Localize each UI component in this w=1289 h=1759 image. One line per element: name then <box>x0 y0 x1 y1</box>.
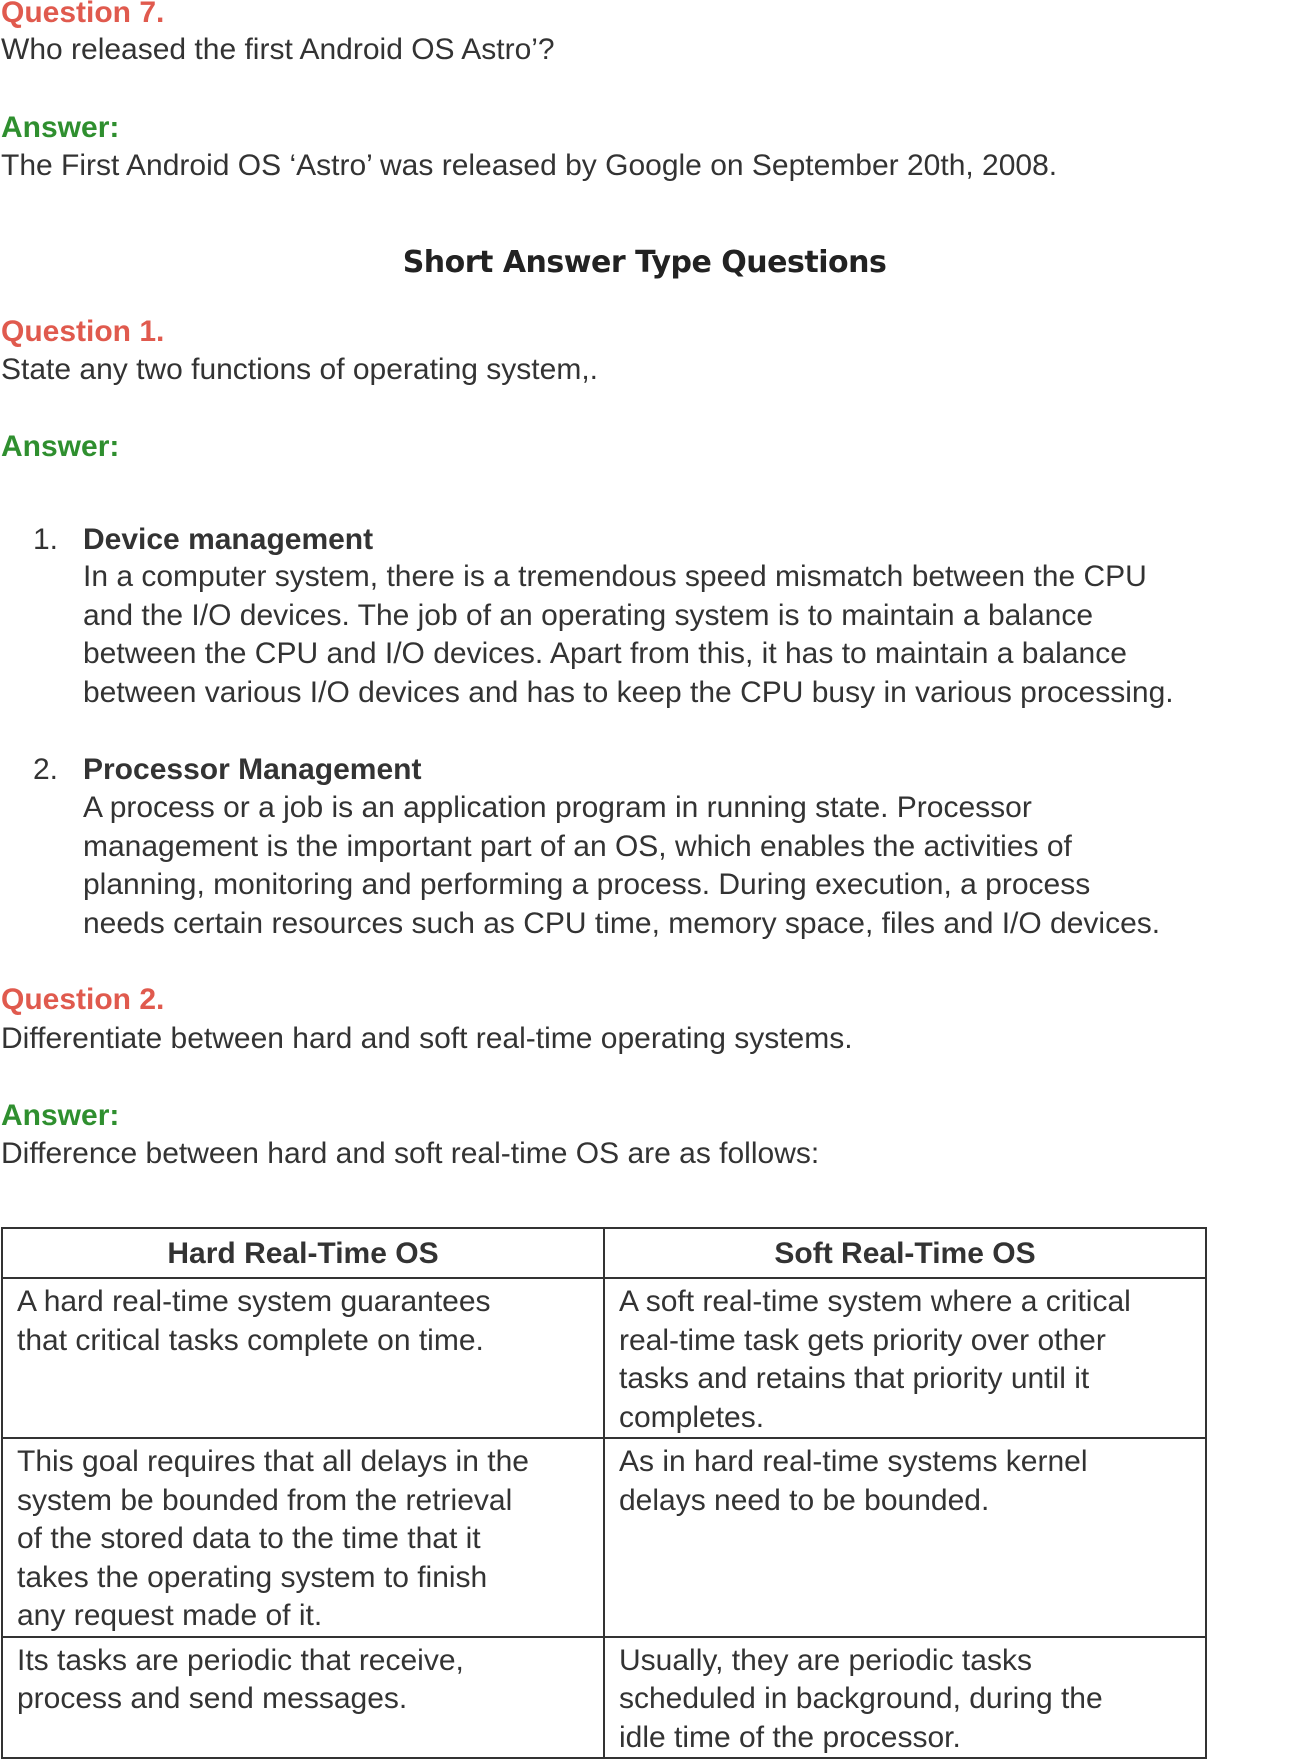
question-2-text: Differentiate between hard and soft real-time operating systems. <box>1 1022 853 1055</box>
cell-line: completes. <box>619 1400 765 1434</box>
list-item-1-line: In a computer system, there is a tremendous speed mismatch between the CPU <box>83 560 1147 593</box>
list-item-1-heading: Device management <box>83 523 374 556</box>
cell-line: As in hard real-time systems kernel <box>619 1445 1088 1478</box>
table-header-soft: Soft Real-Time OS <box>604 1228 1206 1278</box>
section-title: Short Answer Type Questions <box>402 245 887 280</box>
cell-line: A hard real-time system guarantees <box>17 1285 491 1318</box>
comparison-table <box>1 1227 1207 1759</box>
cell-line: of the stored data to the time that it <box>17 1522 481 1555</box>
question-2-answer-intro: Difference between hard and soft real-time OS are as follows: <box>1 1137 820 1170</box>
table-cell-hard <box>2 1438 604 1637</box>
table-cell-hard <box>2 1278 604 1438</box>
cell-line: system be bounded from the retrieval <box>17 1483 513 1517</box>
cell-line: Usually, they are periodic tasks <box>619 1643 1032 1677</box>
list-item-2-line: planning, monitoring and performing a process. During execution, a process <box>83 868 1091 901</box>
table-cell-soft <box>604 1637 1206 1759</box>
cell-line: tasks and retains that priority until it <box>619 1362 1090 1395</box>
list-item-2-line: needs certain resources such as CPU time, memory space, files and I/O devices. <box>83 906 1161 940</box>
question-7-answer-text: The First Android OS ‘Astro’ was released by Google on September 20th, 2008. <box>1 149 1058 182</box>
table-header-row <box>2 1228 1206 1278</box>
question-2-answer-label: Answer: <box>1 1099 120 1132</box>
list-item-1-line: between the CPU and I/O devices. Apart from this, it has to maintain a balance <box>83 637 1127 670</box>
question-1-label: Question 1. <box>1 315 165 348</box>
table-row <box>2 1278 1206 1438</box>
list-item-1-line: between various I/O devices and has to keep the CPU busy in various processing. <box>83 675 1174 709</box>
list-item-2-heading: Processor Management <box>83 753 422 786</box>
table-header-hard: Hard Real-Time OS <box>2 1228 604 1278</box>
table-row <box>2 1438 1206 1637</box>
question-7-label: Question 7. <box>1 0 165 29</box>
list-item-1-number: 1. <box>33 523 59 556</box>
table-cell-soft <box>604 1278 1206 1438</box>
table-row <box>2 1637 1206 1759</box>
question-7-answer-label: Answer: <box>1 111 120 144</box>
cell-line: A soft real-time system where a critical <box>619 1285 1131 1318</box>
cell-line: any request made of it. <box>17 1599 323 1632</box>
cell-line: idle time of the processor. <box>619 1720 961 1754</box>
table-cell-soft <box>604 1438 1206 1637</box>
list-item-1-body <box>83 558 1289 712</box>
question-1-text: State any two functions of operating system,. <box>1 353 598 386</box>
question-1-answer-label: Answer: <box>1 430 120 463</box>
question-7-text: Who released the first Android OS Astro’? <box>1 33 555 66</box>
question-2-label: Question 2. <box>1 983 165 1016</box>
table-cell-hard <box>2 1637 604 1759</box>
cell-line: Its tasks are periodic that receive, <box>17 1643 464 1677</box>
list-item-2-body <box>83 789 1289 943</box>
cell-line: scheduled in background, during the <box>619 1682 1103 1715</box>
cell-line: that critical tasks complete on time. <box>17 1323 484 1357</box>
cell-line: takes the operating system to finish <box>17 1560 488 1594</box>
list-item-2-line: A process or a job is an application program in running state. Processor <box>83 791 1032 824</box>
cell-line: process and send messages. <box>17 1682 408 1715</box>
cell-line: delays need to be bounded. <box>619 1483 990 1517</box>
list-item-1-line: and the I/O devices. The job of an operating system is to maintain a balance <box>83 598 1094 632</box>
list-item-2-line: management is the important part of an OS, which enables the activities of <box>83 829 1072 863</box>
cell-line: This goal requires that all delays in the <box>17 1445 529 1478</box>
list-item-2-number: 2. <box>33 753 59 786</box>
cell-line: real-time task gets priority over other <box>619 1323 1106 1357</box>
